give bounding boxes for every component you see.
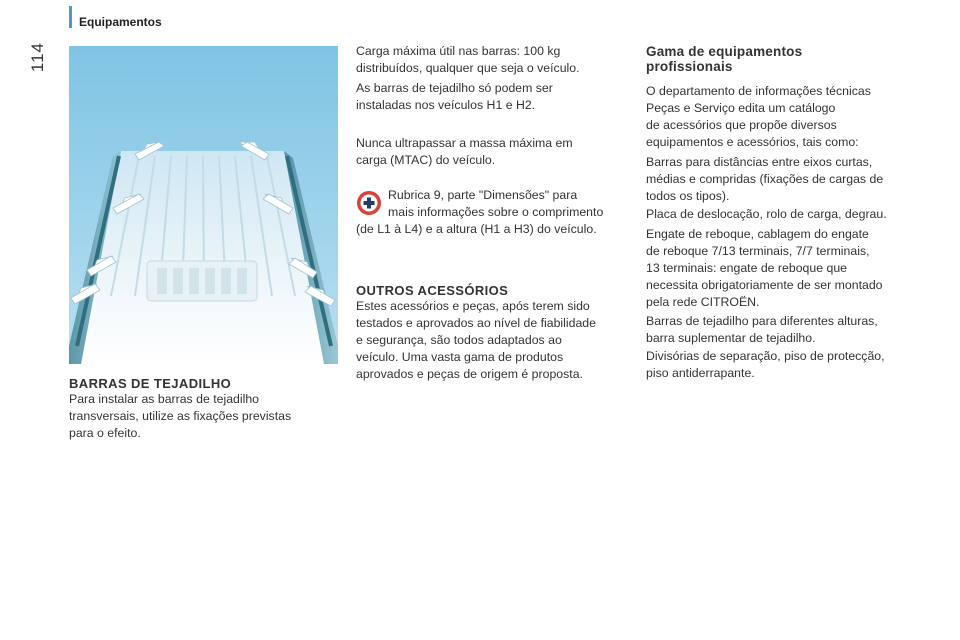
professional-range-para-4 [646, 226, 946, 311]
range-line: necessita obrigatoriamente de ser montado [646, 278, 883, 292]
professional-range-para-1 [646, 83, 946, 151]
roof-bars-line: Para instalar as barras de tejadilho [69, 392, 260, 406]
range-line: Peças e Serviço edita um catálogo [646, 101, 836, 115]
note-line: (de L1 à L4) e a altura (H1 a H3) do veículo. [356, 222, 597, 236]
range-line: piso antiderrapante. [646, 366, 755, 380]
professional-range-para-6 [646, 348, 946, 382]
load-info-line: Carga máxima útil nas barras: 100 kg [356, 44, 561, 58]
range-line: Barras para distâncias entre eixos curtas, [646, 155, 873, 169]
professional-range-title: profissionais [646, 59, 733, 74]
other-accessories-line: testados e aprovados ao nível de fiabilidade [356, 316, 596, 330]
section-accent-bar [69, 6, 72, 28]
roof-drawing [69, 46, 338, 364]
note-line: mais informações sobre o comprimento [388, 205, 604, 219]
professional-range-para-2 [646, 154, 946, 205]
other-accessories-line: veículo. Uma vasta gama de produtos [356, 350, 564, 364]
other-accessories-line: aprovados e peças de origem é proposta. [356, 367, 583, 381]
note-indented [388, 187, 638, 221]
range-line: Engate de reboque, cablagem do engate [646, 227, 869, 241]
load-info-line: carga (MTAC) do veículo. [356, 153, 496, 167]
range-line: de acessórios que propõe diversos [646, 118, 837, 132]
range-line: todos os tipos). [646, 189, 730, 203]
professional-range-para-5 [646, 313, 946, 347]
roof-bars-line: para o efeito. [69, 426, 141, 440]
range-line: pela rede CITROËN. [646, 295, 760, 309]
range-line: Divisórias de separação, piso de protecção, [646, 349, 885, 363]
load-info-2 [356, 80, 636, 114]
range-line: equipamentos e acessórios, tais como: [646, 135, 859, 149]
range-line: médias e compridas (fixações de cargas de [646, 172, 884, 186]
note-full [356, 221, 641, 238]
plus-icon [356, 190, 382, 216]
professional-range-title: Gama de equipamentos [646, 44, 803, 59]
page-number: 114 [28, 42, 47, 73]
range-line: de reboque 7/13 terminais, 7/7 terminais, [646, 244, 870, 258]
section-header: Equipamentos [79, 15, 162, 29]
load-info-line: Nunca ultrapassar a massa máxima em [356, 136, 573, 150]
other-accessories-line: Estes acessórios e peças, após terem sido [356, 299, 590, 313]
professional-range-heading [646, 44, 936, 74]
load-info-line: distribuídos, qualquer que seja o veículo. [356, 61, 580, 75]
other-accessories-section [356, 283, 641, 383]
load-info-3 [356, 135, 636, 169]
professional-range-para-3 [646, 206, 946, 223]
load-info-1 [356, 43, 636, 77]
range-line: Placa de deslocação, rolo de carga, degrau. [646, 207, 887, 221]
range-line: Barras de tejadilho para diferentes alturas, [646, 314, 878, 328]
other-accessories-line: e segurança, são todos adaptados ao [356, 333, 562, 347]
roof-illustration [69, 46, 338, 364]
other-accessories-title: OUTROS ACESSÓRIOS [356, 283, 509, 298]
note-line: Rubrica 9, parte "Dimensões" para [388, 188, 578, 202]
range-line: barra suplementar de tejadilho. [646, 331, 816, 345]
roof-bars-title: BARRAS DE TEJADILHO [69, 376, 232, 391]
range-line: O departamento de informações técnicas [646, 84, 871, 98]
load-info-line: instaladas nos veículos H1 e H2. [356, 98, 536, 112]
load-info-line: As barras de tejadilho só podem ser [356, 81, 553, 95]
range-line: 13 terminais: engate de reboque que [646, 261, 847, 275]
roof-bars-line: transversais, utilize as fixações previstas [69, 409, 292, 423]
roof-bars-section [69, 376, 344, 442]
